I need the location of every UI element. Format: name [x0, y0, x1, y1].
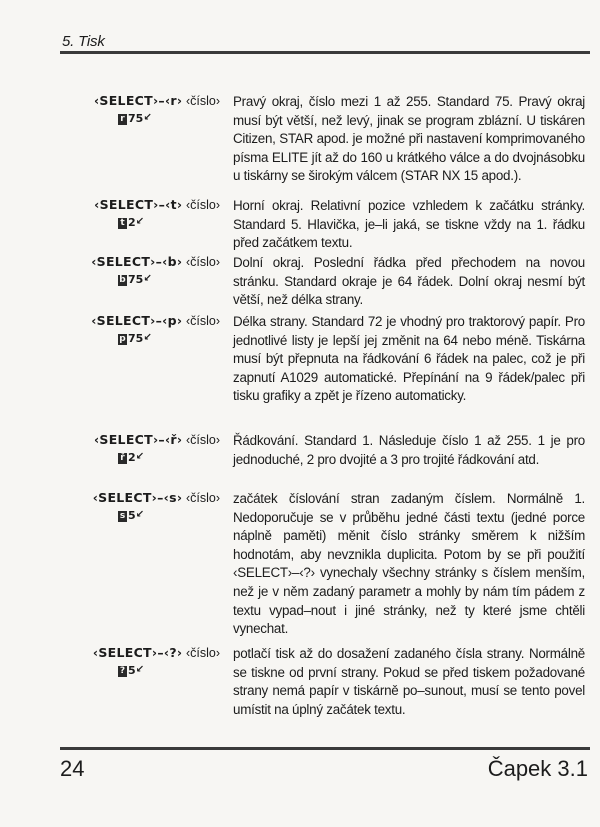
- page-number: 24: [60, 756, 85, 781]
- command-syntax: ‹SELECT›–‹ř› ‹číslo›: [93, 432, 220, 447]
- key-code: p 75↙: [119, 332, 152, 345]
- command-syntax: ‹SELECT›–‹?› ‹číslo›: [92, 645, 220, 660]
- manual-name: Čapek 3.1: [487, 756, 588, 781]
- key-code: b 75↙: [119, 273, 152, 286]
- section-title: 5. Tisk: [62, 33, 105, 50]
- return-icon: ↙: [143, 273, 152, 284]
- command-syntax: ‹SELECT›–‹b› ‹číslo›: [91, 254, 220, 269]
- key-icon: ř: [118, 453, 127, 464]
- return-icon: ↙: [135, 509, 145, 520]
- return-icon: ↙: [143, 112, 152, 123]
- command-description: Délka strany. Standard 72 je vhodný pro traktorový papír. Pro jednotlivé listy je lepší jej změnit na 64 nebo méně. Tiskárna musí být přepnuta na řádkování 6 řádek na palec, což je při zapnutí A1029 automatické. Přepínání na 9 řádek/palec při tisku grafiky a zpět je řízeno automaticky.: [233, 314, 585, 404]
- return-icon: ↙: [135, 216, 145, 227]
- command-description: potlačí tisk až do dosažení zadaného čísla strany. Normálně se tiskne od první strany. Pokud se před tiskem požadované strany nemá papír v tiskárně po–sunout, musí se tento povel umístit na úplný začátek textu.: [233, 646, 585, 717]
- return-icon: ↙: [135, 451, 145, 462]
- command-syntax: ‹SELECT›–‹p› ‹číslo›: [91, 313, 220, 328]
- key-icon: ?: [119, 665, 126, 676]
- command-syntax: ‹SELECT›–‹r› ‹číslo›: [93, 93, 220, 108]
- command-description: začátek číslování stran zadaným číslem. Normálně 1. Nedoporučuje se v průběhu jedné části textu (jedné porce náplně paměti) měnit číslo stránky směrem k nižším hodnotám, aby nevznikla duplicita. Potom by se při použití ‹SELECT›–‹?› vynechaly všechny stránky s číslem menším, než je v něm zadaný parametr a mohly by nám tím pádem z textu vypad–nout i jiné stránky, než ty které jsme chtěli vynechat.: [233, 491, 585, 637]
- return-icon: ↙: [135, 664, 145, 675]
- command-syntax: ‹SELECT›–‹s› ‹číslo›: [92, 490, 220, 505]
- command-syntax: ‹SELECT›–‹t› ‹číslo›: [94, 197, 220, 212]
- key-code: r 75↙: [118, 112, 152, 125]
- footer-rule: [60, 747, 590, 750]
- key-code: t 2↙: [118, 216, 144, 229]
- command-description: Řádkování. Standard 1. Následuje číslo 1 až 255. 1 je pro jednoduché, 2 pro dvojité a 3 pro trojité řádkování atd.: [233, 433, 585, 467]
- return-icon: ↙: [143, 332, 152, 343]
- key-code: s 5↙: [119, 509, 145, 522]
- command-description: Horní okraj. Relativní pozice vzhledem k začátku stránky. Standard 5. Hlavička, je–li jaká, se tiskne vždy na 1. řádku před začátkem textu.: [233, 198, 585, 251]
- key-icon: s: [119, 510, 126, 521]
- key-icon: p: [119, 333, 126, 344]
- key-code: ? 5↙: [119, 664, 145, 677]
- key-icon: t: [118, 218, 127, 229]
- command-description: Pravý okraj, číslo mezi 1 až 255. Standard 75. Pravý okraj musí být větší, než levý, jinak se program zblázní. U tiskáren Citizen, STAR apod. je možné při nastavení komprimovaného písma ELITE jít až do 160 u krátkého válce a do dvojnásobku u tiskárny se širokým válcem (STAR NX 15 apod.).: [233, 94, 585, 184]
- key-code: ř 2↙: [118, 451, 144, 464]
- command-description: Dolní okraj. Poslední řádka před přechodem na novou stránku. Standard okraje je 64 řádek. Dolní okraj nesmí být větší, než délka strany.: [233, 255, 585, 308]
- key-icon: b: [119, 274, 126, 285]
- header-rule: [60, 51, 590, 54]
- key-icon: r: [118, 114, 127, 125]
